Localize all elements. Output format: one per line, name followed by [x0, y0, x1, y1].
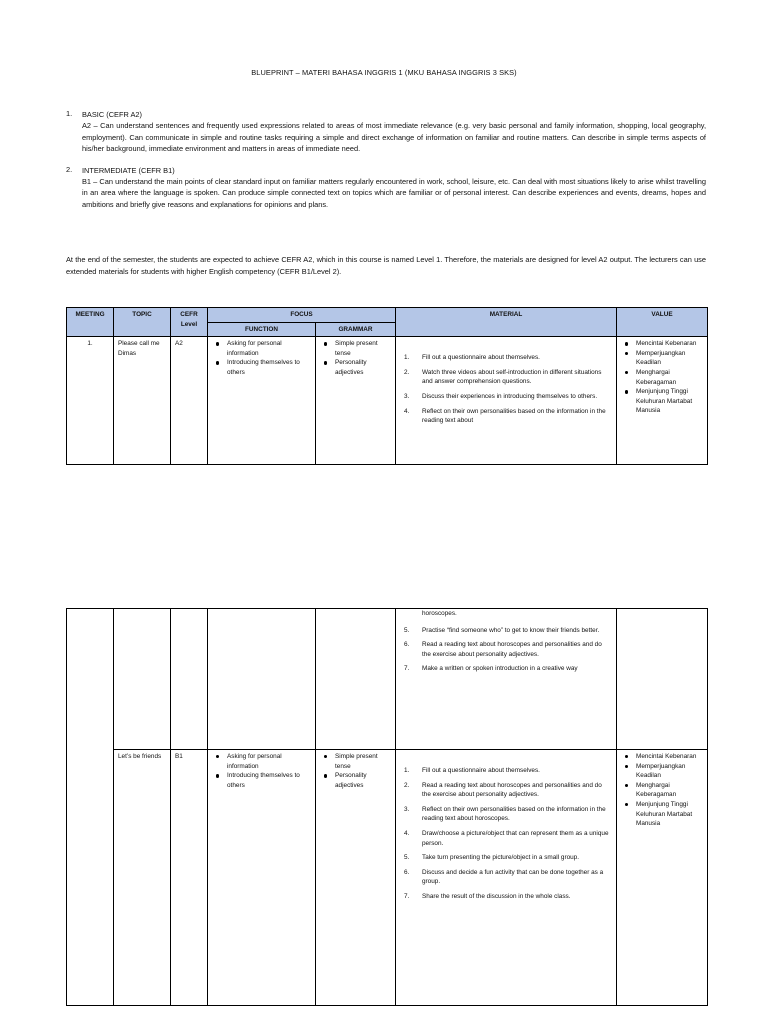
material-continuation: horoscopes.: [422, 610, 457, 617]
intro-paragraph: At the end of the semester, the students are expected to achieve CEFR A2, which in this course is named Level 1. Therefore, the materials are designed for level A2 output. The lecturers can use extended materials for students with higher English competency (CEFR B1/Level 2).: [66, 255, 706, 276]
list-item: 3. Reflect on their own personalities based on the information in the reading text about horoscopes.: [404, 805, 606, 823]
table-row: [67, 750, 708, 1006]
list-item: 2. Read a reading text about horoscopes and personalities and do the exercise about personality adjectives.: [404, 781, 602, 799]
list-item: Introducing themselves to others: [212, 771, 311, 790]
grammar-cell: [316, 337, 396, 465]
material-cell: [396, 750, 617, 1006]
list-item: Personality adjectives: [320, 771, 391, 790]
header-cefr-level: CEFR Level: [171, 308, 208, 337]
function-cell: [208, 609, 316, 750]
level-description: B1 – Can understand the main points of clear standard input on familiar matters regularly encountered in work, school, leisure, etc. Can deal with most situations likely to arise whilst travelling in an area where the language is spoken. Can produce simple connected text on topics which are familiar or of personal interest. Can describe experiences and events, dreams, hopes and ambitions and briefly give reasons and explanations for opinions and plans.: [82, 176, 706, 209]
level-number: 2.: [66, 164, 73, 174]
topic-cell: Let’s be friends: [114, 750, 171, 1006]
meeting-cell: 1.: [67, 337, 114, 465]
topic-cell: Please call me Dimas: [114, 337, 171, 465]
list-item: Memperjuangkan Keadilan: [621, 762, 703, 781]
cefr-cell: B1: [171, 750, 208, 1006]
blueprint-table-continued: [66, 608, 708, 1006]
material-cell: [396, 609, 617, 750]
topic-cell: [114, 609, 171, 750]
cefr-cell: A2: [171, 337, 208, 465]
material-cell: [396, 337, 617, 465]
table-header-row: [67, 308, 708, 323]
list-item: Personality adjectives: [320, 358, 391, 377]
level-number: 1.: [66, 109, 73, 118]
cefr-levels-list: [66, 109, 706, 221]
list-item: Menghargai Keberagaman: [621, 781, 703, 800]
header-focus: FOCUS: [208, 308, 396, 323]
list-item: Mencintai Kebenaran: [621, 339, 703, 349]
header-meeting: MEETING: [67, 308, 114, 337]
list-item: Introducing themselves to others: [212, 358, 311, 377]
list-item: 7. Make a written or spoken introduction in a creative way: [404, 665, 578, 673]
cefr-cell: [171, 609, 208, 750]
list-item: 5. Take turn presenting the picture/object in a small group.: [404, 854, 580, 862]
list-item: Menghargai Keberagaman: [621, 368, 703, 387]
list-item: 6. Discuss and decide a fun activity that can be done together as a group.: [404, 868, 604, 886]
list-item: Menjunjung Tinggi Keluhuran Martabat Manusia: [621, 387, 703, 416]
value-cell: [617, 337, 708, 465]
list-item: 1. Fill out a questionnaire about themselves.: [404, 767, 540, 774]
level-heading: INTERMEDIATE (CEFR B1): [82, 165, 175, 175]
header-function: FUNCTION: [208, 322, 316, 337]
document-title: BLUEPRINT – MATERI BAHASA INGGRIS 1 (MKU BAHASA INGGRIS 3 SKS): [251, 68, 517, 77]
table-row: [67, 609, 708, 750]
level-heading: BASIC (CEFR A2): [82, 110, 142, 119]
list-item: Simple present tense: [320, 339, 391, 358]
header-grammar: GRAMMAR: [316, 322, 396, 337]
list-item: Asking for personal information: [212, 752, 311, 771]
list-item: 2. Watch three videos about self-introduction in different situations and answer comprehension questions.: [404, 368, 602, 386]
list-item: 4. Draw/choose a picture/object that can represent them as a unique person.: [404, 829, 609, 847]
grammar-cell: [316, 609, 396, 750]
list-item: 3. Discuss their experiences in introducing themselves to others.: [404, 392, 598, 400]
level-basic: [66, 109, 706, 155]
list-item: 5. Practise “find someone who” to get to know their friends better.: [404, 626, 600, 634]
blueprint-table: [66, 307, 708, 465]
table-row: [67, 337, 708, 465]
list-item: Menjunjung Tinggi Keluhuran Martabat Manusia: [621, 800, 703, 829]
list-item: Memperjuangkan Keadilan: [621, 349, 703, 368]
list-item: Simple present tense: [320, 752, 391, 771]
level-intermediate: [66, 165, 706, 211]
list-item: 4. Reflect on their own personalities based on the information in the reading text about: [404, 407, 606, 425]
list-item: Asking for personal information: [212, 339, 311, 358]
value-cell: [617, 750, 708, 1006]
header-material: MATERIAL: [396, 308, 617, 337]
list-item: 1. Fill out a questionnaire about themselves.: [404, 354, 540, 362]
level-description: A2 – Can understand sentences and frequently used expressions related to areas of most immediate relevance (e.g. very basic personal and family information, shopping, local geography, employment). Can communicate in simple and routine tasks requiring a simple and direct exchange of information on familiar and routine matters. Can describe in simple terms aspects of his/her background, immediate environment and matters in areas of immediate need.: [82, 121, 706, 154]
list-item: 7. Share the result of the discussion in the whole class.: [404, 892, 571, 900]
meeting-cell: [67, 609, 114, 1006]
header-value: VALUE: [617, 308, 708, 337]
function-cell: [208, 750, 316, 1006]
list-item: Mencintai Kebenaran: [621, 752, 703, 762]
grammar-cell: [316, 750, 396, 1006]
list-item: 6. Read a reading text about horoscopes and personalities and do the exercise about personality adjectives.: [404, 641, 602, 658]
header-topic: TOPIC: [114, 308, 171, 337]
value-cell: [617, 609, 708, 750]
function-cell: [208, 337, 316, 465]
